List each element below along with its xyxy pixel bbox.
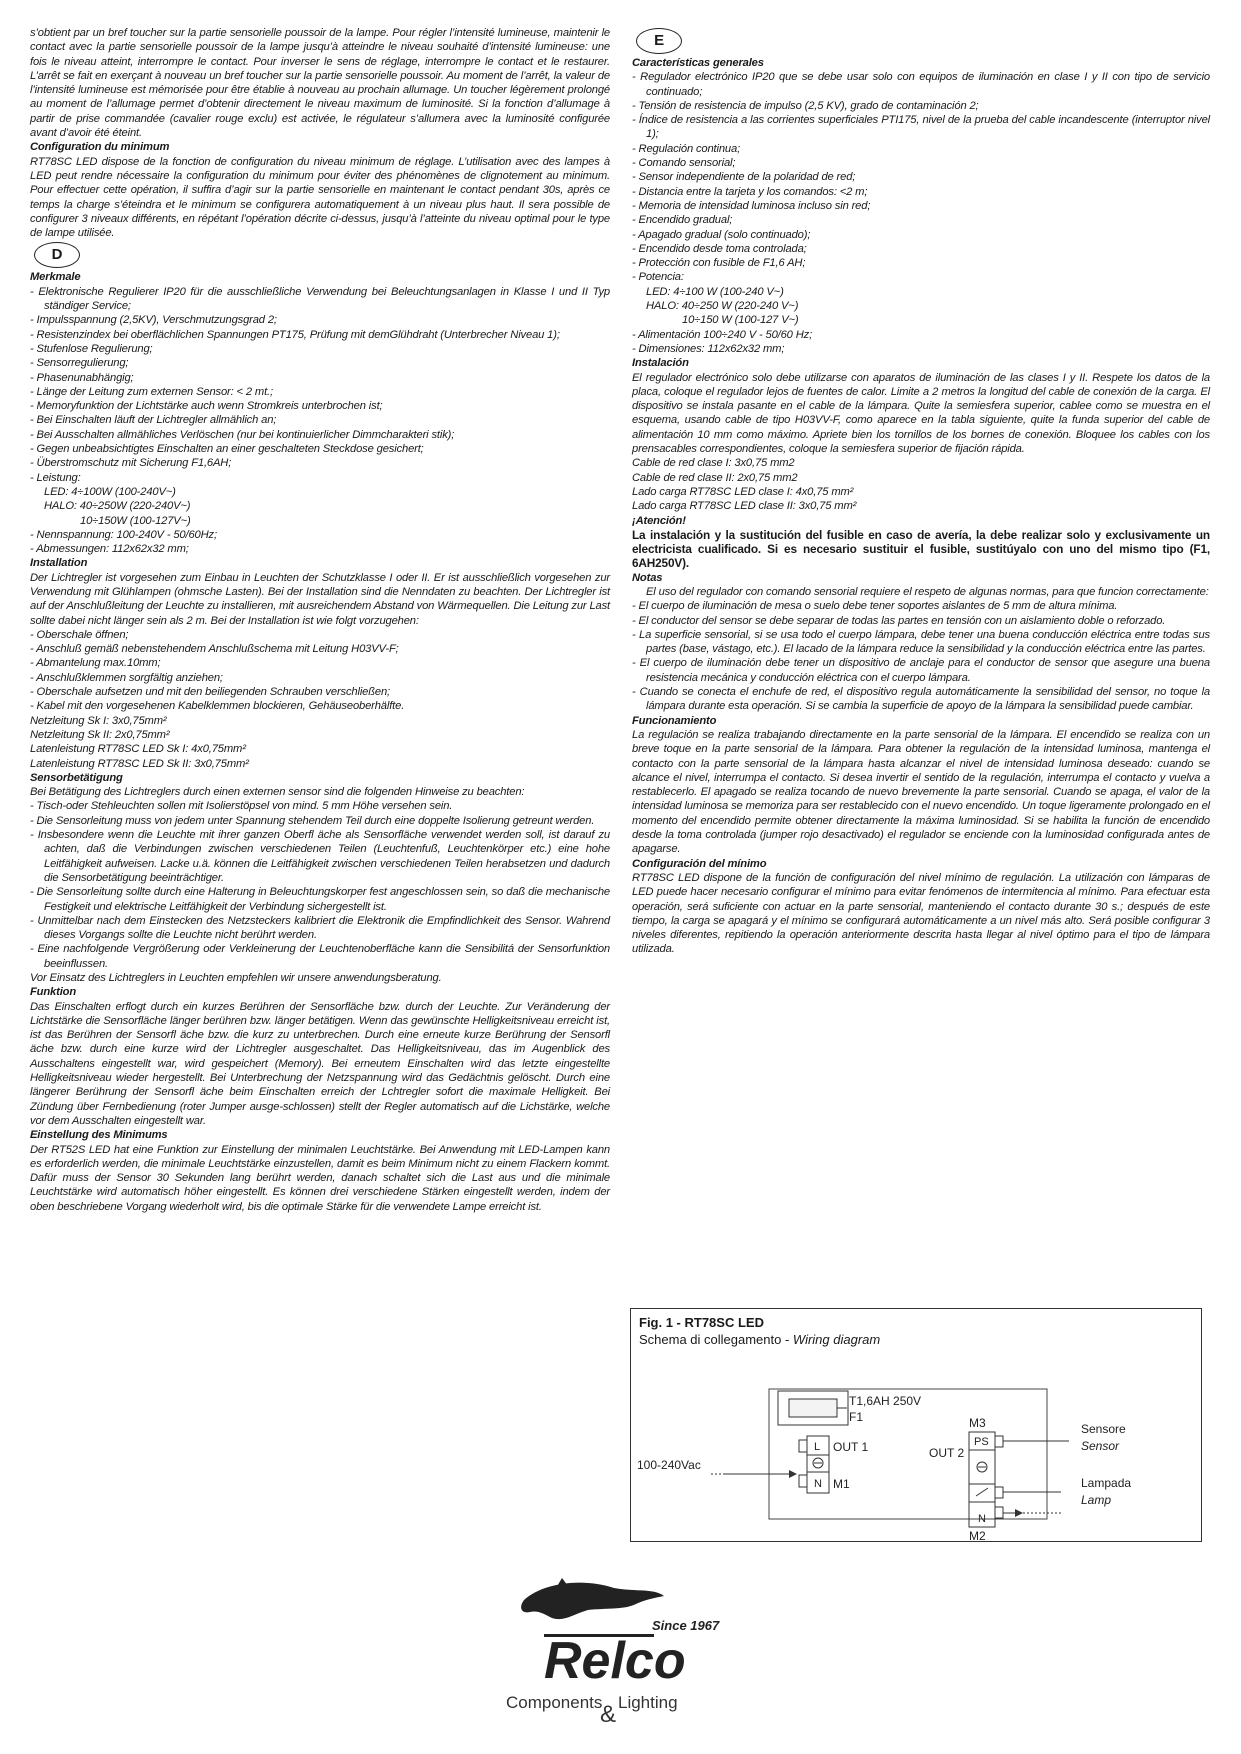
out1-label: OUT 1 <box>833 1440 869 1454</box>
list-item: - Gegen unbeabsichtigtes Einschalten an einer geschalteten Steckdose gesichert; <box>30 443 424 456</box>
es-function-text: La regulación se realiza trabajando directamente en la parte sensorial de la lámpara. El encendido se realiza con un breve toque en la parte sensorial de la lámpara. Para obtener la regulación de la intensidad luminosa, mantenga el contacto con la parte sensorial de la lámpara hasta alcanzar el nivel de intensidad luminosa deseado: cuando se alcance el nivel, interrumpa el contacto. Si desea invertir el sentido de la regulación, interrumpa el contacto y vuelva a restablecerlo. El apagado se realiza tocando de nuevo brevemente la parte sensorial. Cuando se apaga, el valor de la intensidad luminosa se memoriza para ser restablecido con el nuevo encendido. Un toque ligeramente prolongado en el momento del encendido permite obtener directamente la máxima luminosidad. Si se habilita la función de encendido desde la toma controlada (jumper rojo desactivado) el regulador se enciende con la luminosidad configurada antes de apagarse. <box>632 728 1210 856</box>
brand-name: Relco <box>544 1632 686 1690</box>
panther-icon <box>521 1578 664 1619</box>
power-halo: HALO: 40÷250W (220-240V~) <box>44 500 191 513</box>
cable-spec: Cable de red clase I: 3x0,75 mm2 <box>632 457 795 470</box>
list-item: - Nennspannung: 100-240V - 50/60Hz; <box>30 528 217 541</box>
power-halo-low: 10÷150W (100-127V~) <box>80 514 191 527</box>
power-halo-low: 10÷150 W (100-127 V~) <box>682 314 799 327</box>
wiring-figure <box>630 1308 1202 1542</box>
terminal-n: N <box>814 1478 822 1490</box>
list-item: - Tisch-oder Stehleuchten sollen mit Isolierstöpsel von mind. 5 mm Höhe versehen sein. <box>30 800 453 813</box>
list-item: - Phasenunabhängig; <box>30 371 134 384</box>
list-item: - Sensorregulierung; <box>30 357 129 370</box>
fuse-label: T1,6AH 250V <box>849 1394 922 1408</box>
de-minimum-text: Der RT52S LED hat eine Funktion zur Einstellung der minimalen Leuchtstärke. Bei Anwendung mit LED-Lampen kann es erforderlich werden, die minimale Leuchtstärke einzustellen, damit es beim Minimum nicht zu einem Flackern kommt. Dafür muss der Sensor 30 Sekunden lang berührt werden, danach schaltet sich die Last aus und die minimale Leuchtstärke wird automatisch höher eingestellt. Es können drei verschiedene Stärken eingestellt werden, indem der oben beschriebene Vorgang wiederholt wird, bis die optimale Stärke für die verwendete Lampe erreicht ist. <box>30 1143 610 1213</box>
list-item: - Bei Ausschalten allmähliches Verlöschen (nur bei kontinuierlicher Dimmcharakteri stik); <box>30 428 455 441</box>
list-item: - Apagado gradual (solo continuado); <box>632 228 811 241</box>
list-item: - Bei Einschalten läuft der Lichtregler allmählich an; <box>30 414 277 427</box>
list-item: - Regulación continua; <box>632 142 741 155</box>
m2-label: M2 <box>969 1529 986 1541</box>
list-item: - Alimentación 100÷240 V - 50/60 Hz; <box>632 328 813 341</box>
list-item: - Regulador electrónico IP20 que se debe usar solo con equipos de iluminación en clase I y II con tipo de servicio continuado; <box>632 71 1210 98</box>
list-item: - Die Sensorleitung muss von jedem unter Spannung stehendem Teil durch eine doppelte Isolierung getreunt werden. <box>30 814 595 827</box>
cable-spec: Latenleistung RT78SC LED Sk II: 3x0,75mm² <box>30 757 249 770</box>
m1-label: M1 <box>833 1477 850 1491</box>
list-item: - Resistenzindex bei oberflächlichen Spannungen PT175, Prüfung mit demGlühdraht (Unterbrecher Niveau 1); <box>30 328 560 341</box>
fr-config-text: RT78SC LED dispose de la fonction de configuration du niveau minimum de réglage. L’utilisation avec des lampes à LED peut rendre nécessaire la configuration du minimum pour éviter des phénomènes de clignotement au minimum. Pour effectuer cette opération, il suffira d’agir sur la partie sensorielle en maintenant le contact pendant 30s, après ce temps la charge s’éteindra et le minimum se configurera automatiquement à un niveau plus haut. Il sera possible de configurer 3 niveaux différents, en répétant l’opération décrite ci-dessus, jusqu’à l’atteinte du niveau optimal pour le type de lampe utilisée. <box>30 155 610 240</box>
list-item: - Impulsspannung (2,5KV), Verschmutzungsgrad 2; <box>30 314 277 327</box>
list-item: - Anschlußklemmen sorgfältig anziehen; <box>30 671 223 684</box>
es-minimum-title: Configuración del mínimo <box>632 857 767 870</box>
cable-spec: Netzleitung Sk I: 3x0,75mm² <box>30 714 167 727</box>
de-installation-title: Installation <box>30 557 88 570</box>
figure-subtitle: Schema di collegamento - Wiring diagram <box>639 1332 881 1347</box>
es-attention-text: La instalación y la sustitución del fusible en caso de avería, la debe realizar solo y exclusivamente un electricista cualificado. Si es necesario sustituir el fusible, sustitúyalo con uno del mismo tipo (F1, 6AH250V). <box>632 527 1210 571</box>
list-item: - Überstromschutz mit Sicherung F1,6AH; <box>30 457 232 470</box>
list-item: - Leistung: <box>30 471 81 484</box>
left-column <box>30 26 610 1214</box>
power-led: LED: 4÷100W (100-240V~) <box>44 485 176 498</box>
list-item: - Encendido desde toma controlada; <box>632 242 807 255</box>
list-item: - Índice de resistencia a las corrientes superficiales PTI175, nivel de la prueba del cable incandescente (interruptor nivel 1); <box>632 114 1210 141</box>
sensor-label-it: Sensore <box>1081 1422 1126 1436</box>
cable-spec: Lado carga RT78SC LED clase I: 4x0,75 mm² <box>632 485 854 498</box>
power-halo: HALO: 40÷250 W (220-240 V~) <box>646 300 799 313</box>
list-item: - Cuando se conecta el enchufe de red, el dispositivo regula automáticamente la sensibilidad del sensor, no toque la lámpara durante esta operación. Si se cambia la superficie de apoyo de la lámpara la sensibilidad puede cambiar. <box>632 686 1210 713</box>
es-features-title: Características generales <box>632 57 764 69</box>
de-features-title: Merkmale <box>30 271 81 284</box>
terminal-ps: PS <box>974 1436 989 1448</box>
list-item: - Potencia: <box>632 271 684 284</box>
list-item: - Encendido gradual; <box>632 214 733 227</box>
right-column <box>632 26 1210 957</box>
es-minimum-text: RT78SC LED dispone de la función de configuración del nivel mínimo de regulación. La utilización con lámparas de LED puede hacer necesario configurar el mínimo para evitar fenómenos de intermitencia al mínimo. Para efectuar esta operación, será suficiente con actuar en la parte sensorial, manteniendo el contacto durante 30 s.; después de este tiempo, la carga se apagará y el mínimo se configurará automáticamente a un nivel más alto. Será posible configurar 3 niveles diferentes, repitiendo la operación anteriormente descrita hasta llegar al nivel óptimo para el tipo de lámpara utilizada. <box>632 871 1210 956</box>
fr-paragraph: s’obtient par un bref toucher sur la partie sensorielle poussoir de la lampe. Pour régler l’intensité lumineuse, maintenir le contact avec la partie sensorielle poussoir de la lampe jusqu’à atteindre le niveau souhaité d’intensité lumineuse: une fois le niveau atteint, interrompre le contact. Pour inverser le sens de réglage, interrompre le contact et le restaurer. L’arrêt se fait en exerçant à nouveau un bref toucher sur la partie sensorielle poussoir. Au moment de l’arrêt, la valeur de l’intensité lumineuse est mémorisée pour être établie à nouveau au prochain allumage. Un toucher légèrement prolongé au moment de l’allumage permet d’obtenir directement le niveau maximum de luminosité. Si la fonction d’allumage à partir de prise commandée (cavalier rouge exclu) est activée, le régulateur s’allumera avec la luminosité configurée avant d’avoir été éteint. <box>30 27 610 140</box>
de-installation-text: Der Lichtregler ist vorgesehen zum Einbau in Leuchten der Schutzklasse I oder II. Er ist ausschließlich vorgesehen zur Verwendung mit Glühlampen (ohmsche Lasten). Bei der Installation sind die Nenndaten zu beachten. Der Lichtregler ist auf der Anschlußleitung der Leuchte zu installieren, mit ausreichendem Abstand von Wärmequellen. Die Leitung zur Last sollte dabei nicht länger sein als 2 m. Bei der Installation ist wie folgt vorzugehen: <box>30 571 610 627</box>
es-notes-text: El uso del regulador con comando sensorial requiere el respeto de algunas normas, para que funcion correctamente: <box>646 585 1209 598</box>
list-item: - Memoria de intensidad luminosa incluso sin red; <box>632 199 871 212</box>
list-item: - Abmessungen: 112x62x32 mm; <box>30 543 189 556</box>
list-item: - Anschluß gemäß nebenstehendem Anschlußschema mit Leitung H03VV-F; <box>30 643 399 656</box>
cable-spec: Cable de red clase II: 2x0,75 mm2 <box>632 471 798 484</box>
list-item: - Oberschale öffnen; <box>30 628 129 641</box>
de-sensor-end: Vor Einsatz des Lichtreglers in Leuchten empfehlen wir unsere anwendungsberatung. <box>30 972 442 984</box>
list-item: - Protección con fusible de F1,6 AH; <box>632 257 806 270</box>
list-item: - Stufenlose Regulierung; <box>30 342 153 355</box>
es-installation-title: Instalación <box>632 357 689 370</box>
list-item: - Dimensiones: 112x62x32 mm; <box>632 342 785 355</box>
list-item: - Eine nachfolgende Vergrößerung oder Verkleinerung der Leuchtenoberfläche kann die Sensibilitá der Sensorfunktion beeinflussen. <box>30 943 610 970</box>
list-item: - Kabel mit den vorgesehenen Kabelklemmen blockieren, Gehäuseoberhälfte. <box>30 700 405 713</box>
list-item: - Comando sensorial; <box>632 157 736 170</box>
list-item: - Die Sensorleitung sollte durch eine Halterung in Beleuchtungskorper fest angeschlossen sein, so daß die mechanische Festigkeit und elektrische Leitfähigkeit der Verbindung sichergestellt ist. <box>30 886 610 913</box>
fr-config-title: Configuration du minimum <box>30 141 170 154</box>
wiring-diagram <box>631 1309 1201 1541</box>
components-label: Components <box>506 1693 603 1712</box>
de-sensor-title: Sensorbetätigung <box>30 771 123 784</box>
lamp-label-en: Lamp <box>1081 1493 1112 1507</box>
list-item: - Insbesondere wenn die Leuchte mit ihrer ganzen Oberfl äche als Sensorfläche verwendet werden soll, ist darauf zu achten, daß die Verbindungen zwischen verschiedenen Teilen (Leuchtenfuß, Leuchtenkörper etc.) eine hohe Leitfähigkeit aufweisen. Lacke u.ä. können die Leitfähigkeit zwischen verschiedenen Teilen herabsetzen und dadurch die Sensorbetätigung beeinträchtiger. <box>30 829 610 884</box>
language-badge-d: D <box>34 242 80 268</box>
list-item: - Länge der Leitung zum externen Sensor: < 2 mt.; <box>30 385 273 398</box>
de-sensor-text: Bei Betätigung des Lichtreglers durch einen externen sensor sind die folgenden Hinweise zu beachten: <box>30 786 525 799</box>
list-item: - La superficie sensorial, si se usa todo el cuerpo lámpara, debe tener una buena conducción eléctrica entre todas sus partes (base, vástago, etc.). El lacado de la lámpara reduce la sensibilidad y la conducción eléctrica entre las partes. <box>632 628 1210 656</box>
list-item: - El cuerpo de iluminación debe tener un dispositivo de anclaje para el conductor de sensor que asegure una buena resistencia mecánica y conducción eléctrica con el cuerpo lámpara. <box>632 657 1210 684</box>
list-item: - Sensor independiente de la polaridad de red; <box>632 171 856 184</box>
cable-spec: Lado carga RT78SC LED clase II: 3x0,75 mm² <box>632 500 857 513</box>
list-item: - Memoryfunktion der Lichtstärke auch wenn Stromkreis unterbrochen ist; <box>30 400 383 413</box>
cable-spec: Netzleitung Sk II: 2x0,75mm² <box>30 728 170 741</box>
list-item: - Elektronische Regulierer IP20 für die ausschließliche Verwendung bei Beleuchtungsanlagen in Klasse I und II Typ ständiger Service; <box>30 285 610 313</box>
es-installation-text: El regulador electrónico solo debe utilizarse con aparatos de iluminación de las clases I y II. Respete los datos de la placa, coloque el regulador lejos de fuentes de calor. Limite a 2 metros la longitud del cable de conexión de la carga. El dispositivo se instala pasante en el cable de la lámpara. Quite la semiesfera superior, cablee como se muestra en el esquema, usando cable de tipo H03VV-F, como aparece en la tabla siguiente, quite la funda superior del cable de alimentación 10 mm como máximo. Apriete bien los tornillos de los bornes de conexión. Bloquee los cables con los prensacables correspondientes, coloque la semiesfera superior de fijación rápida. <box>632 371 1210 456</box>
m3-label: M3 <box>969 1416 986 1430</box>
es-function-title: Funcionamiento <box>632 714 717 727</box>
list-item: - Oberschale aufsetzen und mit den beiliegenden Schrauben verschließen; <box>30 686 391 699</box>
out2-label: OUT 2 <box>929 1446 965 1460</box>
terminal-l: L <box>814 1441 821 1453</box>
es-notes-title: Notas <box>632 571 663 584</box>
de-minimum-title: Einstellung des Minimums <box>30 1129 168 1142</box>
sensor-label-en: Sensor <box>1081 1439 1120 1453</box>
since-label: Since 1967 <box>652 1618 720 1633</box>
relco-logo <box>504 1570 744 1730</box>
de-function-text: Das Einschalten erflogt durch ein kurzes Berühren der Sensorfläche bzw. durch der Leuchte. Zur Veränderung der Lichtstärke die Sensorfläche länger berühren bzw. länger betätigen. Wenn das gewünschte Helligkeitsniveau erreicht ist, ist das Berühren der Sensorfl äche bzw. die kurz zu unterbrechen. Durch eine erneute kurze Berührung der Sensorfl äche bzw. durch eine kurze wird der Lichtregler ausgeschaltet. Das Helligkeitsniveau, das im Augenblick des Ausschaltens eingestellt war, wird gespeichert (Memory). Bei erneutem Einschalten wird das letzte eingestellte Helligkeitsniveau wieder hergestellt. Bei Unterbrechung der Netzspannung wird das Gedächtnis gelöscht. Durch eine längerer Berührung der Sensorfl äche beim Einschalten erreich der Lchtregler sofort die maximale Helligkeit. Bei Zündung über Fernbedienung (roter Jumper ausge-schlossen) stellt der Regler automatisch auf die Lichstärke, welche vor dem Ausschalten eingestellt war. <box>30 1000 610 1127</box>
terminal-n2: N <box>978 1513 986 1525</box>
cable-spec: Latenleistung RT78SC LED Sk I: 4x0,75mm² <box>30 743 246 756</box>
list-item: - El cuerpo de iluminación de mesa o suelo debe tener soportes aislantes de 5 mm de altura mínima. <box>632 600 1118 613</box>
supply-label: 100-240Vac <box>637 1458 701 1472</box>
list-item: - Tensión de resistencia de impulso (2,5 KV), grado de contaminación 2; <box>632 99 979 112</box>
fuse-id-label: F1 <box>849 1410 864 1424</box>
power-led: LED: 4÷100 W (100-240 V~) <box>646 285 784 298</box>
list-item: - Unmittelbar nach dem Einstecken des Netzsteckers kalibriert die Elektronik die Empfindlichkeit des Sensor. Wahrend dieses Vorgangs sollte die Leuchte nicht berührt werden. <box>30 914 610 942</box>
language-badge-e: E <box>636 28 682 54</box>
list-item: - Abmantelung max.10mm; <box>30 657 161 670</box>
list-item: - Distancia entre la tarjeta y los comandos: <2 m; <box>632 185 868 198</box>
ampersand: & <box>600 1701 617 1728</box>
lighting-label: Lighting <box>618 1693 678 1712</box>
de-function-title: Funktion <box>30 986 77 999</box>
lamp-label-it: Lampada <box>1081 1476 1132 1490</box>
figure-title: Fig. 1 - RT78SC LED <box>639 1315 764 1330</box>
list-item: - El conductor del sensor se debe separar de todas las partes en tensión con un aislamiento doble o reforzado. <box>632 614 1166 627</box>
es-attention-title: ¡Atención! <box>632 514 686 527</box>
